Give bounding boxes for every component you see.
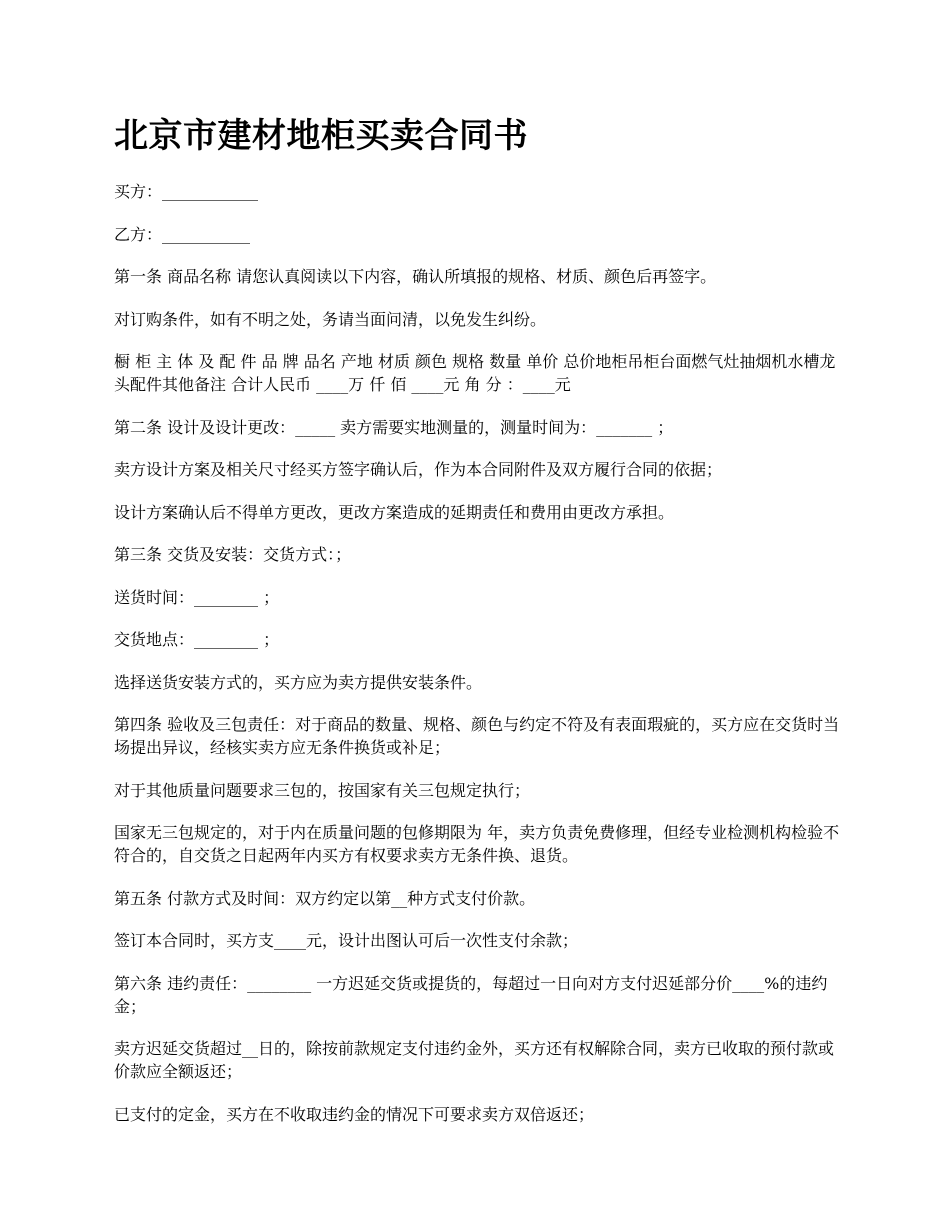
delivery-location-line: 交货地点：________ ；: [114, 630, 280, 649]
article-1-paragraph: 第一条 商品名称 请您认真阅读以下内容，确认所填报的规格、材质、颜色后再签字。: [114, 267, 717, 286]
page-title: 北京市建材地柜买卖合同书: [114, 116, 528, 156]
article-3-paragraph: 第三条 交货及安装：交货方式：；: [114, 545, 352, 564]
article-4-paragraph: 第四条 验收及三包责任：对于商品的数量、规格、颜色与约定不符及有表面瑕疵的，买方应在交货时当场提出异议，经核实卖方应无条件换货或补足；: [114, 715, 840, 757]
paragraph: 设计方案确认后不得单方更改，更改方案造成的延期责任和费用由更改方承担。: [114, 502, 675, 522]
paragraph: 签订本合同时，买方支____元，设计出图认可后一次性支付余款；: [114, 931, 579, 950]
document-page: [114, 112, 844, 1145]
buyer-line: 买方：____________: [114, 182, 259, 201]
paragraph: 对于其他质量问题要求三包的，按国家有关三包规定执行；: [114, 780, 531, 800]
article-5-paragraph: 第五条 付款方式及时间：双方约定以第__种方式支付价款。: [114, 888, 536, 908]
delivery-time-line: 送货时间：________ ；: [114, 587, 280, 607]
paragraph: 卖方迟延交货超过__日的，除按前款规定支付违约金外，买方还有权解除合同，卖方已收取的预付款或价款应全额返还；: [114, 1039, 835, 1081]
paragraph: 对订购条件，如有不明之处，务请当面问清，以免发生纠纷。: [114, 309, 547, 329]
article-2-paragraph: 第二条 设计及设计更改：_____ 卖方需要实地测量的，测量时间为：_______ ；: [114, 417, 674, 437]
paragraph: 国家无三包规定的，对于内在质量问题的包修期限为 年，卖方负责免费修理，但经专业检测机构检验不符合的，自交货之日起两年内买方有权要求卖方无条件换、退货。: [114, 823, 840, 865]
party-b-line: 乙方：___________: [114, 224, 251, 244]
article-6-paragraph: 第六条 违约责任：________ 一方迟延交货或提货的，每超过一日向对方支付迟延部分价____%的违约金；: [114, 973, 828, 1016]
paragraph: 已支付的定金，买方在不收取违约金的情况下可要求卖方双倍返还；: [114, 1104, 595, 1124]
product-list-paragraph: 橱 柜 主 体 及 配 件 品 牌 品名 产地 材质 颜色 规格 数量 单价 总价地柜吊柜台面燃气灶抽烟机水槽龙头配件其他备注 合计人民币 ____万 仟 佰 ____元 角 分 ：____元: [114, 352, 836, 394]
paragraph: 卖方设计方案及相关尺寸经买方签字确认后，作为本合同附件及双方履行合同的依据；: [114, 460, 723, 479]
paragraph: 选择送货安装方式的，买方应为卖方提供安装条件。: [114, 672, 483, 692]
